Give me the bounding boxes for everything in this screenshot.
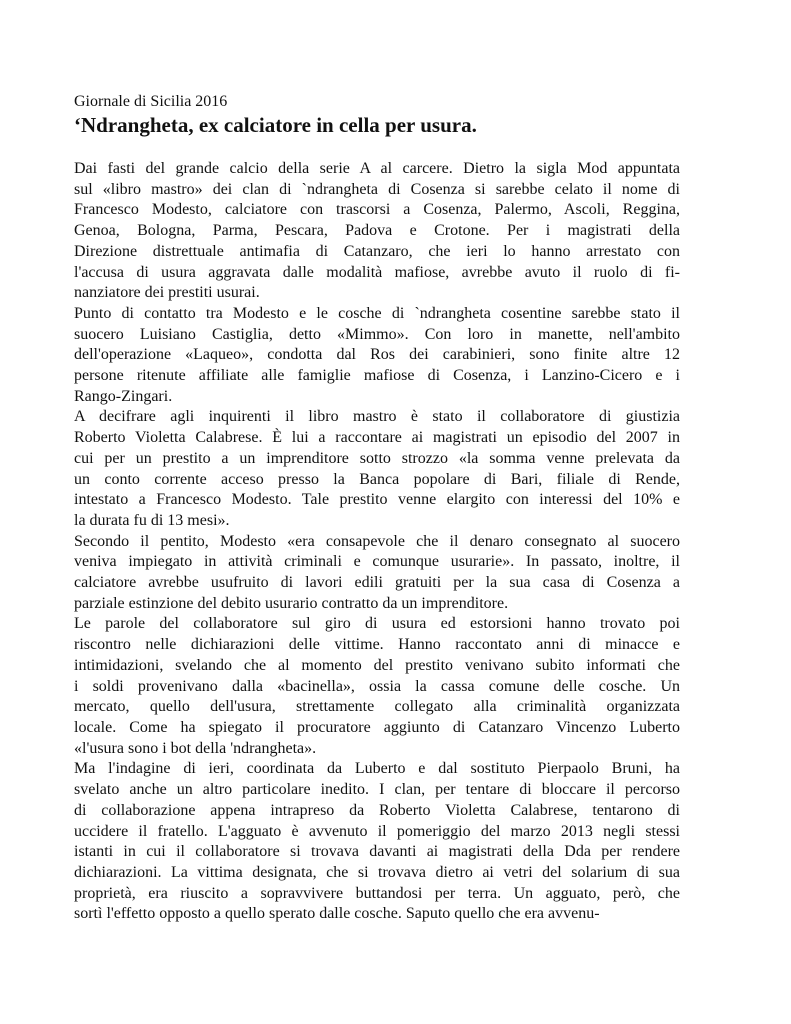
text-line: l'accusa di usura aggravata dalle modalità mafiose, avrebbe avuto il ruolo di fi- bbox=[74, 263, 680, 281]
text-line: dell'operazione «Laqueo», condotta dal Ros dei carabinieri, sono finite altre 12 bbox=[74, 346, 680, 364]
article-body bbox=[74, 159, 680, 925]
text-line: Secondo il pentito, Modesto «era consapevole che il denaro consegnato al suocero bbox=[74, 532, 680, 550]
article-paragraph bbox=[74, 159, 680, 304]
text-line: uccidere il fratello. L'agguato è avvenuto il pomeriggio del marzo 2013 negli stessi bbox=[74, 822, 680, 840]
document-page bbox=[74, 91, 680, 925]
text-line: Punto di contatto tra Modesto e le cosche di `ndrangheta cosentine sarebbe stato il bbox=[74, 304, 680, 322]
text-line: locale. Come ha spiegato il procuratore aggiunto di Catanzaro Vincenzo Luberto bbox=[74, 718, 680, 736]
text-line: nanziatore dei prestiti usurai. bbox=[74, 284, 260, 302]
text-line: riscontro nelle dichiarazioni delle vittime. Hanno raccontato anni di minacce e bbox=[74, 636, 680, 654]
article-paragraph bbox=[74, 407, 680, 531]
text-line: Le parole del collaboratore sul giro di usura ed estorsioni hanno trovato poi bbox=[74, 615, 680, 633]
text-line: calciatore avrebbe usufruito di lavori edili gratuiti per la sua casa di Cosenza a bbox=[74, 574, 680, 592]
headline: ‘Ndrangheta, ex calciatore in cella per usura. bbox=[74, 113, 477, 137]
text-line: Direzione distrettuale antimafia di Catanzaro, che ieri lo hanno arrestato con bbox=[74, 242, 680, 260]
article-paragraph bbox=[74, 614, 680, 759]
text-line: cui per un prestito a un imprenditore sotto strozzo «la somma venne prelevata da bbox=[74, 449, 680, 467]
article-paragraph bbox=[74, 532, 680, 615]
text-line: intimidazioni, svelando che al momento del prestito venivano subito informati che bbox=[74, 656, 680, 674]
text-line: parziale estinzione del debito usurario contratto da un imprenditore. bbox=[74, 594, 509, 612]
text-line: Francesco Modesto, calciatore con trascorsi a Cosenza, Palermo, Ascoli, Reggina, bbox=[74, 201, 680, 219]
text-line: Genoa, Bologna, Parma, Pescara, Padova e Crotone. Per i magistrati della bbox=[74, 222, 680, 240]
text-line: un conto corrente acceso presso la Banca popolare di Bari, filiale di Rende, bbox=[74, 470, 680, 488]
text-line: i soldi provenivano dalla «bacinella», ossia la cassa comune delle cosche. Un bbox=[74, 677, 680, 695]
source-line: Giornale di Sicilia 2016 bbox=[74, 93, 228, 110]
text-line: Roberto Violetta Calabrese. È lui a raccontare ai magistrati un episodio del 2007 in bbox=[74, 429, 680, 447]
text-line: suocero Luisiano Castiglia, detto «Mimmo». Con loro in manette, nell'ambito bbox=[74, 325, 680, 343]
text-line: dichiarazioni. La vittima designata, che si trovava dietro ai vetri del solarium di sua bbox=[74, 863, 680, 881]
text-line: di collaborazione appena intrapreso da Roberto Violetta Calabrese, tentarono di bbox=[74, 801, 680, 819]
text-line: persone ritenute affiliate alle famiglie mafiose di Cosenza, i Lanzino-Cicero e i bbox=[74, 367, 680, 385]
article-paragraph bbox=[74, 304, 680, 408]
text-line: veniva impiegato in attività criminali e comunque usurarie». In passato, inoltre, il bbox=[74, 553, 680, 571]
text-line: Rango-Zingari. bbox=[74, 387, 173, 405]
text-line: Dai fasti del grande calcio della serie A al carcere. Dietro la sigla Mod appuntata bbox=[74, 160, 680, 177]
text-line: sortì l'effetto opposto a quello sperato dalle cosche. Saputo quello che era avvenu- bbox=[74, 905, 600, 923]
text-line: Ma l'indagine di ieri, coordinata da Luberto e dal sostituto Pierpaolo Bruni, ha bbox=[74, 760, 680, 778]
text-line: proprietà, era riuscito a sopravvivere buttandosi per terra. Un agguato, però, che bbox=[74, 884, 680, 902]
text-line: sul «libro mastro» dei clan di `ndrangheta di Cosenza si sarebbe celato il nome di bbox=[74, 180, 680, 198]
text-line: A decifrare agli inquirenti il libro mastro è stato il collaboratore di giustizia bbox=[74, 408, 680, 426]
text-line: svelato anche un altro particolare inedito. I clan, per tentare di bloccare il percorso bbox=[74, 781, 680, 799]
text-line: «l'usura sono i bot della 'ndrangheta». bbox=[74, 739, 317, 757]
text-line: intestato a Francesco Modesto. Tale prestito venne elargito con interessi del 10% e bbox=[74, 491, 680, 509]
text-line: mercato, quello dell'usura, strettamente collegato alla criminalità organizzata bbox=[74, 698, 680, 716]
article-paragraph bbox=[74, 759, 680, 925]
text-line: la durata fu di 13 mesi». bbox=[74, 511, 230, 529]
text-line: istanti in cui il collaboratore si trovava davanti ai magistrati della Dda per rendere bbox=[74, 843, 680, 861]
